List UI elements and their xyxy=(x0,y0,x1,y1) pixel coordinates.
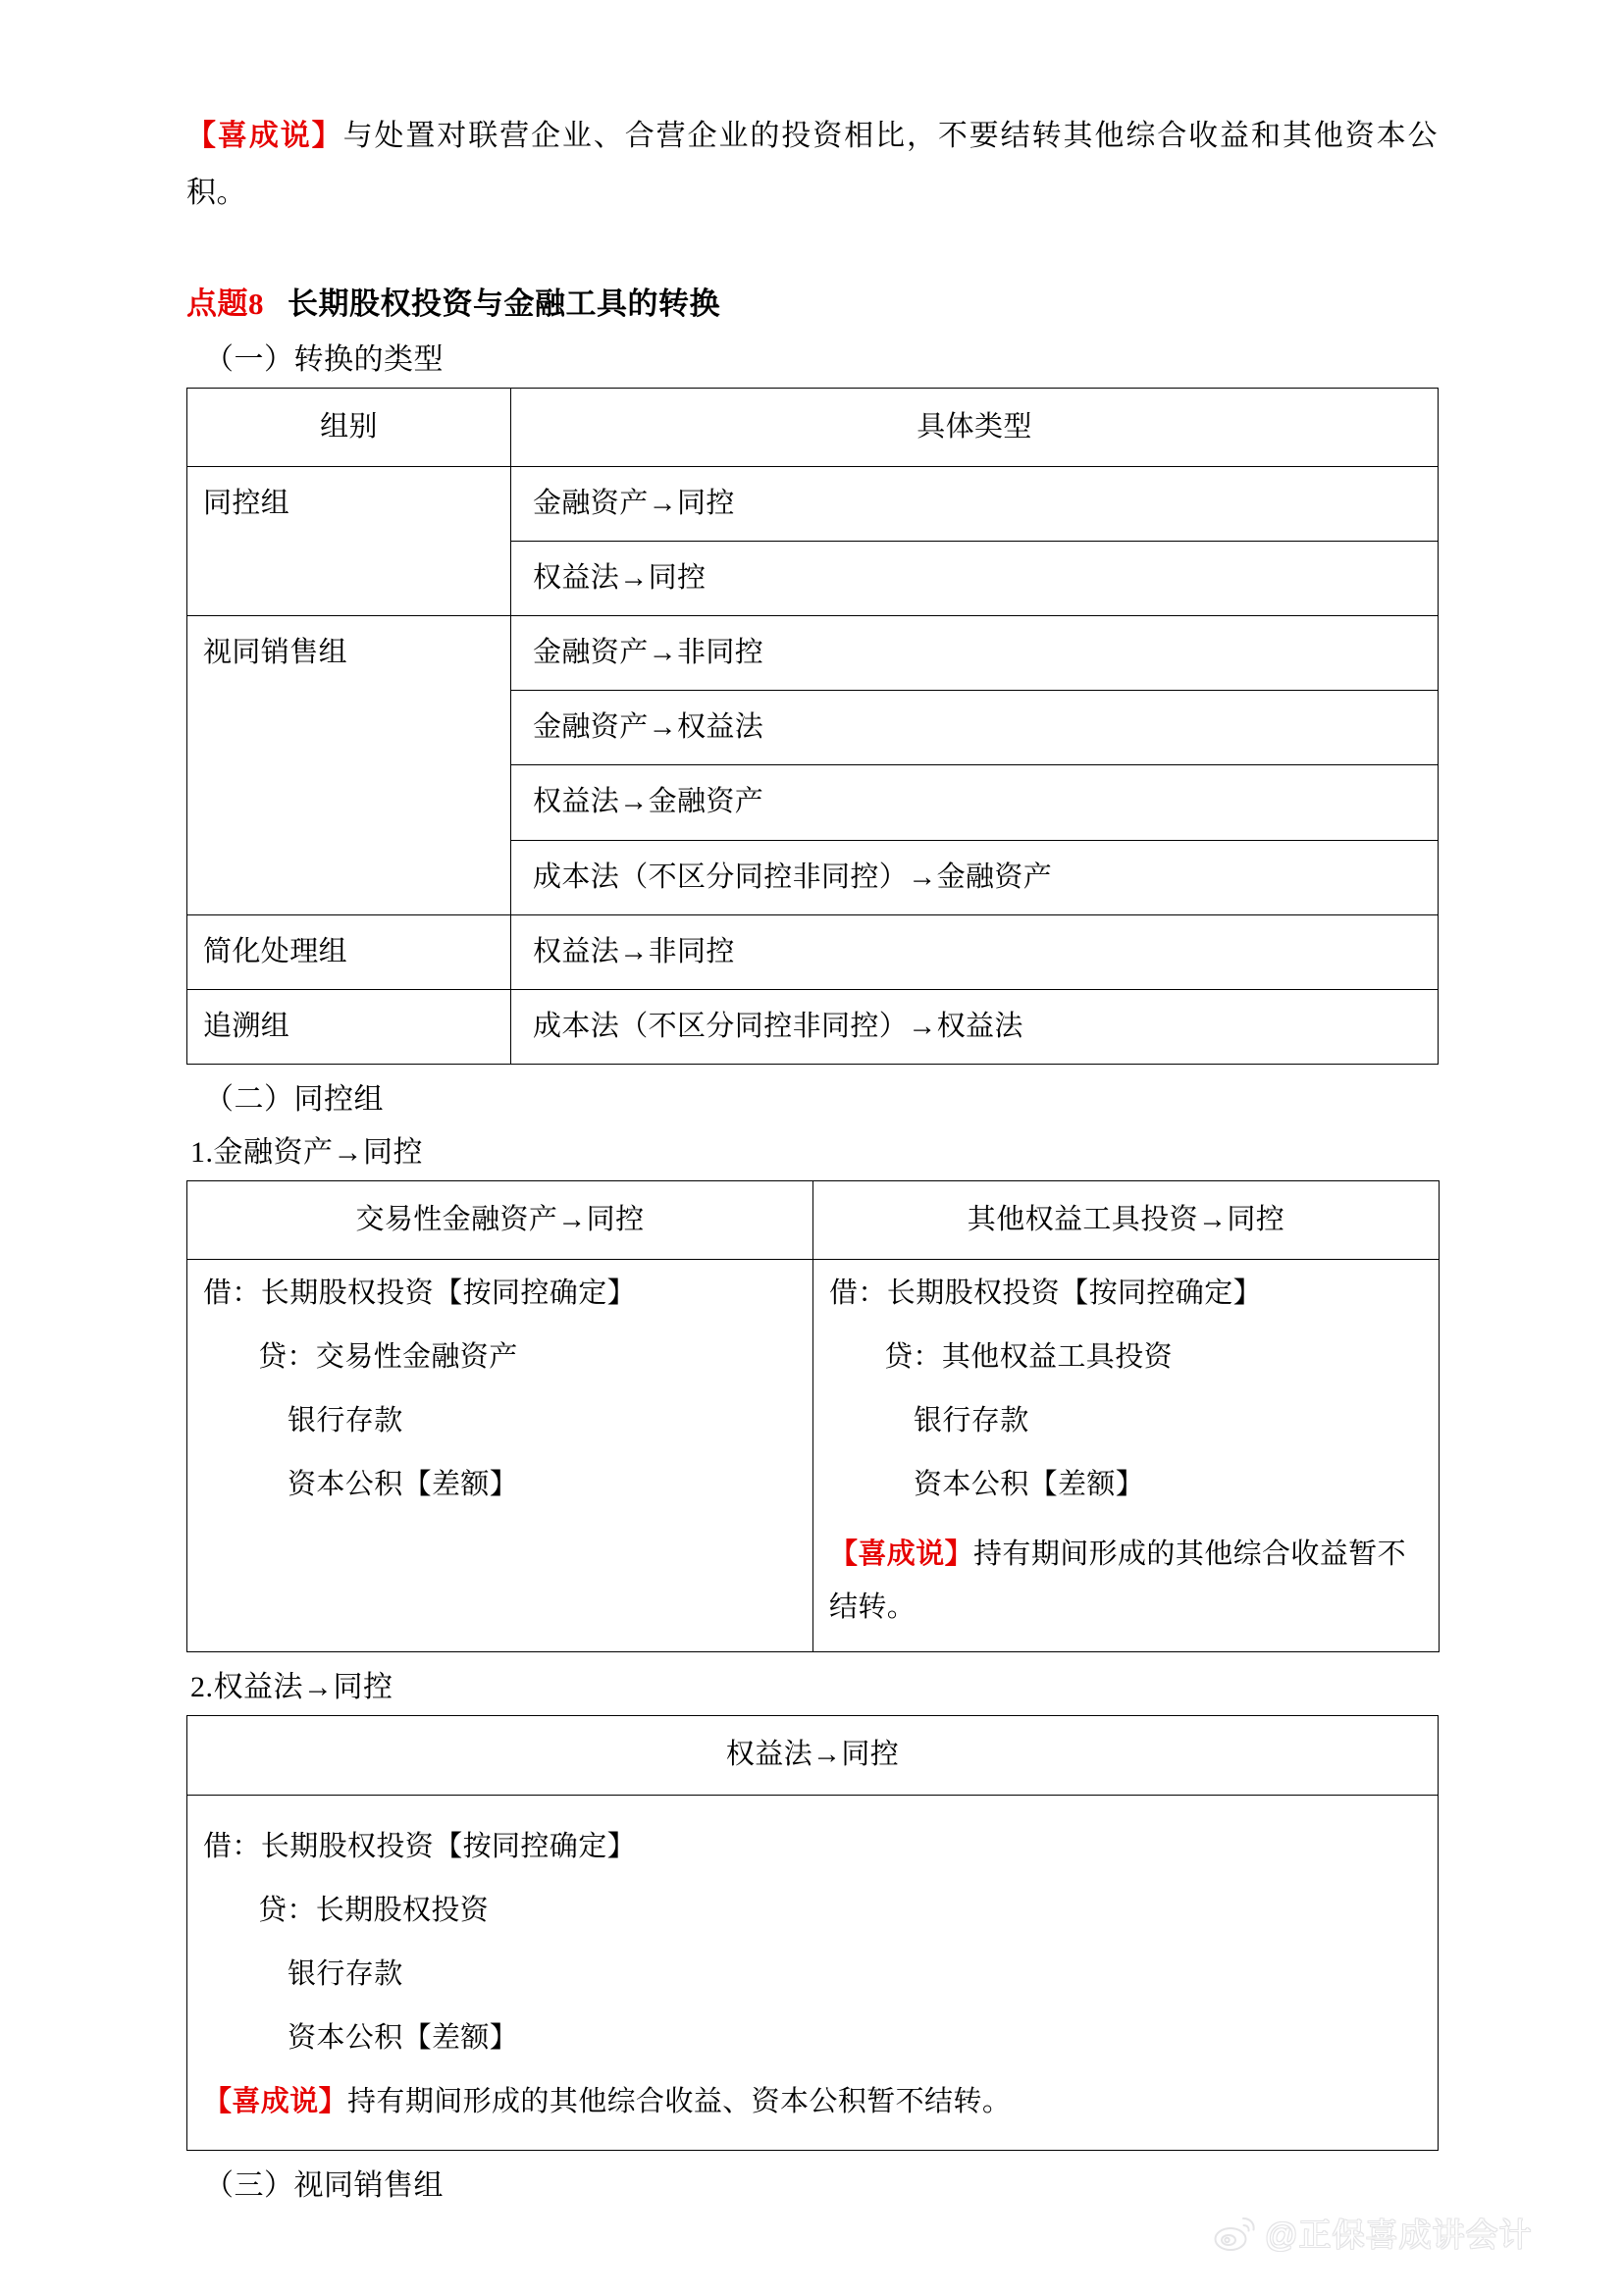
table-row xyxy=(187,914,1439,989)
weibo-logo-icon xyxy=(1214,2215,1257,2252)
xichengshuo-tag: 【喜成说】 xyxy=(186,120,343,152)
journal-note xyxy=(203,2068,1424,2132)
table-header-row xyxy=(187,388,1439,466)
journal-line: 借：长期股权投资【按同控确定】 xyxy=(829,1278,1263,1310)
equity-method-to-common-control-table xyxy=(186,1715,1439,2150)
table-row xyxy=(187,989,1439,1064)
journal-line: 资本公积【差额】 xyxy=(288,2021,519,2054)
column-header-trading-financial-asset: 交易性金融资产→同控 xyxy=(187,1181,813,1260)
table-row xyxy=(187,466,1439,541)
type-cell: 金融资产→权益法 xyxy=(511,691,1439,765)
watermark xyxy=(1214,2210,1533,2256)
item-2-heading: 2.权益法→同控 xyxy=(190,1671,393,1704)
journal-line: 借：长期股权投资【按同控确定】 xyxy=(203,1830,637,1862)
column-header-equity-method: 权益法→同控 xyxy=(187,1716,1439,1795)
journal-entry-cell xyxy=(187,1795,1439,2150)
column-header-other-equity-instrument: 其他权益工具投资→同控 xyxy=(813,1181,1440,1260)
type-cell: 成本法（不区分同控非同控）→金融资产 xyxy=(511,840,1439,914)
journal-line: 贷：其他权益工具投资 xyxy=(884,1341,1174,1374)
table-row xyxy=(187,1795,1439,2150)
subsection-3-heading: （三）视同销售组 xyxy=(204,2168,444,2202)
journal-line: 资本公积【差额】 xyxy=(288,1469,519,1501)
journal-line: 贷：交易性金融资产 xyxy=(258,1341,518,1374)
journal-note-text: 持有期间形成的其他综合收益、资本公积暂不结转。 xyxy=(347,2085,1012,2117)
conversion-types-table xyxy=(186,388,1439,1065)
group-cell: 视同销售组 xyxy=(187,616,511,915)
journal-entry-right xyxy=(813,1260,1440,1652)
section-title: 长期股权投资与金融工具的转换 xyxy=(288,286,720,321)
intro-paragraph xyxy=(186,108,1438,222)
section-tag: 点题8 xyxy=(186,286,264,321)
group-cell: 同控组 xyxy=(187,466,511,615)
watermark-text: @正保喜成讲会计 xyxy=(1265,2217,1533,2253)
xichengshuo-tag: 【喜成说】 xyxy=(203,2085,348,2117)
section-heading xyxy=(186,279,1438,323)
table-row xyxy=(187,1260,1440,1652)
subsection-2-heading: （二）同控组 xyxy=(204,1083,384,1117)
group-cell: 追溯组 xyxy=(187,989,511,1064)
intro-paragraph-text: 与处置对联营企业、合营企业的投资相比，不要结转其他综合收益和其他资本公积。 xyxy=(186,120,1439,209)
xichengshuo-tag: 【喜成说】 xyxy=(829,1539,974,1571)
type-cell: 权益法→金融资产 xyxy=(511,765,1439,840)
journal-line: 银行存款 xyxy=(914,1405,1029,1437)
journal-entry-left xyxy=(187,1260,813,1652)
journal-note-text: 持有期间形成的其他综合收益暂不结转。 xyxy=(829,1539,1407,1623)
type-cell: 成本法（不区分同控非同控）→权益法 xyxy=(511,989,1439,1064)
journal-line: 资本公积【差额】 xyxy=(914,1469,1145,1501)
type-cell: 权益法→同控 xyxy=(511,542,1439,616)
table-row xyxy=(187,616,1439,691)
type-cell: 金融资产→同控 xyxy=(511,466,1439,541)
journal-line: 贷：长期股权投资 xyxy=(258,1894,490,1926)
type-cell: 金融资产→非同控 xyxy=(511,616,1439,691)
table-header-row xyxy=(187,1181,1440,1260)
item-1-heading: 1.金融资产→同控 xyxy=(190,1136,423,1170)
group-cell: 简化处理组 xyxy=(187,914,511,989)
journal-line: 借：长期股权投资【按同控确定】 xyxy=(203,1278,637,1310)
subsection-1-heading: （一）转换的类型 xyxy=(204,342,444,376)
journal-line: 银行存款 xyxy=(288,1405,403,1437)
type-cell: 权益法→非同控 xyxy=(511,914,1439,989)
table-header-row xyxy=(187,1716,1439,1795)
column-header-type: 具体类型 xyxy=(511,388,1439,466)
journal-line: 银行存款 xyxy=(288,1957,403,1990)
column-header-group: 组别 xyxy=(187,388,511,466)
financial-asset-to-common-control-table xyxy=(186,1180,1440,1652)
journal-note xyxy=(829,1515,1425,1651)
